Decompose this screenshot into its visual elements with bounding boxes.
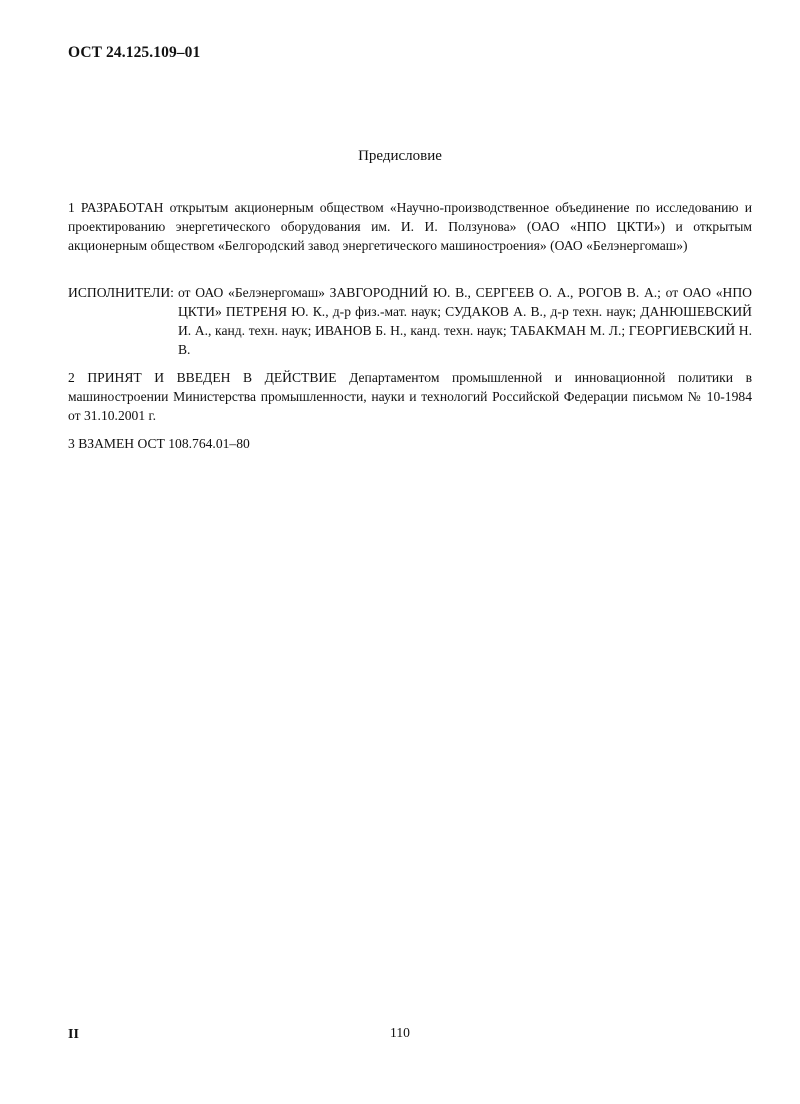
section-developed: 1 РАЗРАБОТАН открытым акционерным обществом «Научно-производственное объединение по исследованию и проектированию энергетического оборудования им. И. И. Ползунова» (ОАО «НПО ЦКТИ») и открытым акционерным обществом «Белгородский завод энергетического машиностроения» (ОАО «Белэнергомаш») (68, 200, 752, 253)
section-adopted: 2 ПРИНЯТ И ВВЕДЕН В ДЕЙСТВИЕ Департаментом промышленной и инновационной политики в машиностроении Министерства промышленности, науки и технологий Российской Федерации письмом № 10-1984 от 31.10.2001 г. (68, 370, 752, 423)
document-code: ОСТ 24.125.109–01 (68, 44, 201, 61)
executors-label: ИСПОЛНИТЕЛИ: (68, 285, 174, 300)
page-title: Предисловие (358, 148, 442, 164)
section-replaces: 3 ВЗАМЕН ОСТ 108.764.01–80 (68, 436, 250, 451)
footer-roman-numeral: II (68, 1027, 79, 1042)
section-executors (68, 283, 752, 359)
executors-text: от ОАО «Белэнергомаш» ЗАВГОРОДНИЙ Ю. В., СЕРГЕЕВ О. А., РОГОВ В. А.; от ОАО «НПО ЦКТИ» ПЕТРЕНЯ Ю. К., д-р физ.-мат. наук; СУДАКОВ А. В., д-р техн. наук; ДАНЮШЕВСКИЙ И. А., канд. техн. наук; ИВАНОВ Б. Н., канд. техн. наук; ТАБАКМАН М. Л.; ГЕОРГИЕВСКИЙ Н. В. (177, 285, 752, 357)
page-number: 110 (390, 1025, 410, 1040)
